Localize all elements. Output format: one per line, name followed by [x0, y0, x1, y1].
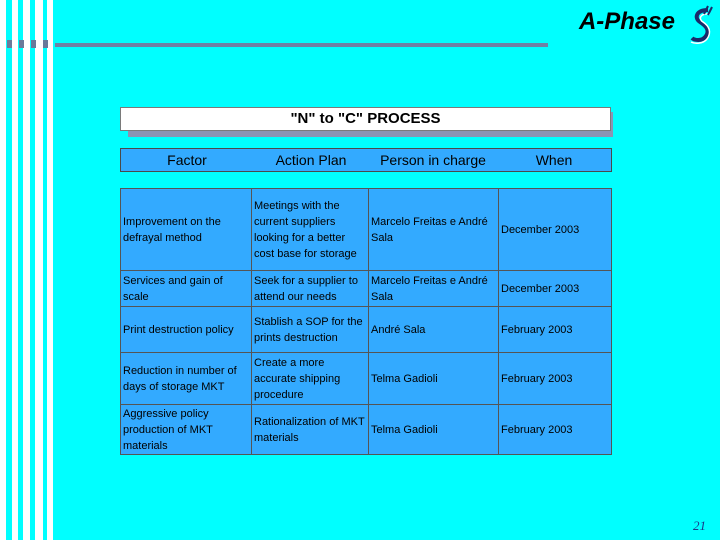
- header-when: When: [535, 152, 573, 168]
- process-title: "N" to "C" PROCESS: [120, 107, 611, 131]
- cell-factor: Improvement on the defrayal method: [121, 189, 252, 270]
- cell-when: February 2003: [498, 353, 611, 404]
- cell-when: December 2003: [498, 189, 611, 270]
- header-action-plan: Action Plan: [275, 152, 347, 168]
- cell-factor: Print destruction policy: [121, 307, 252, 352]
- cell-when: February 2003: [498, 307, 611, 352]
- cell-person: Telma Gadioli: [368, 353, 498, 404]
- table-row: [121, 353, 611, 405]
- table-row: [121, 271, 611, 307]
- decor-stripe: [12, 0, 18, 540]
- cell-person: Marcelo Freitas e André Sala: [368, 271, 498, 306]
- decor-mark: [43, 40, 48, 48]
- page-number: 21: [693, 518, 706, 533]
- decor-stripe: [47, 0, 53, 540]
- cell-person: Telma Gadioli: [368, 405, 498, 454]
- table-row: [121, 405, 611, 454]
- cell-factor: Aggressive policy production of MKT materials: [121, 405, 252, 454]
- cell-when: February 2003: [498, 405, 611, 454]
- stylized-s-logo-icon: [686, 4, 716, 50]
- table-row: [121, 307, 611, 353]
- decor-stripe: [35, 0, 43, 540]
- decor-mark: [7, 40, 12, 48]
- cell-factor: Reduction in number of days of storage MKT: [121, 353, 252, 404]
- decor-stripe: [23, 0, 30, 540]
- cell-action: Create a more accurate shipping procedure: [254, 356, 341, 401]
- cell-person: Marcelo Freitas e André Sala: [368, 189, 498, 270]
- table-header: [120, 148, 612, 172]
- header-person: Person in charge: [380, 152, 486, 168]
- cell-when: December 2003: [498, 271, 611, 306]
- cell-person: André Sala: [368, 307, 498, 352]
- process-table: [120, 188, 612, 455]
- decor-stripe: [0, 0, 6, 540]
- table-row: [121, 189, 611, 271]
- decor-mark: [31, 40, 36, 48]
- cell-action: Stablish a SOP for the prints destruction: [254, 315, 363, 344]
- decor-mark: [19, 40, 24, 48]
- cell-action: Meetings with the current suppliers looking for a better cost base for storage: [254, 199, 357, 260]
- cell-factor: Services and gain of scale: [121, 271, 252, 306]
- slide-title: A-Phase: [578, 8, 675, 35]
- cell-action: Rationalization of MKT materials: [254, 415, 365, 444]
- header-divider: [55, 43, 548, 47]
- cell-action: Seek for a supplier to attend our needs: [254, 274, 358, 303]
- header-factor: Factor: [167, 152, 207, 168]
